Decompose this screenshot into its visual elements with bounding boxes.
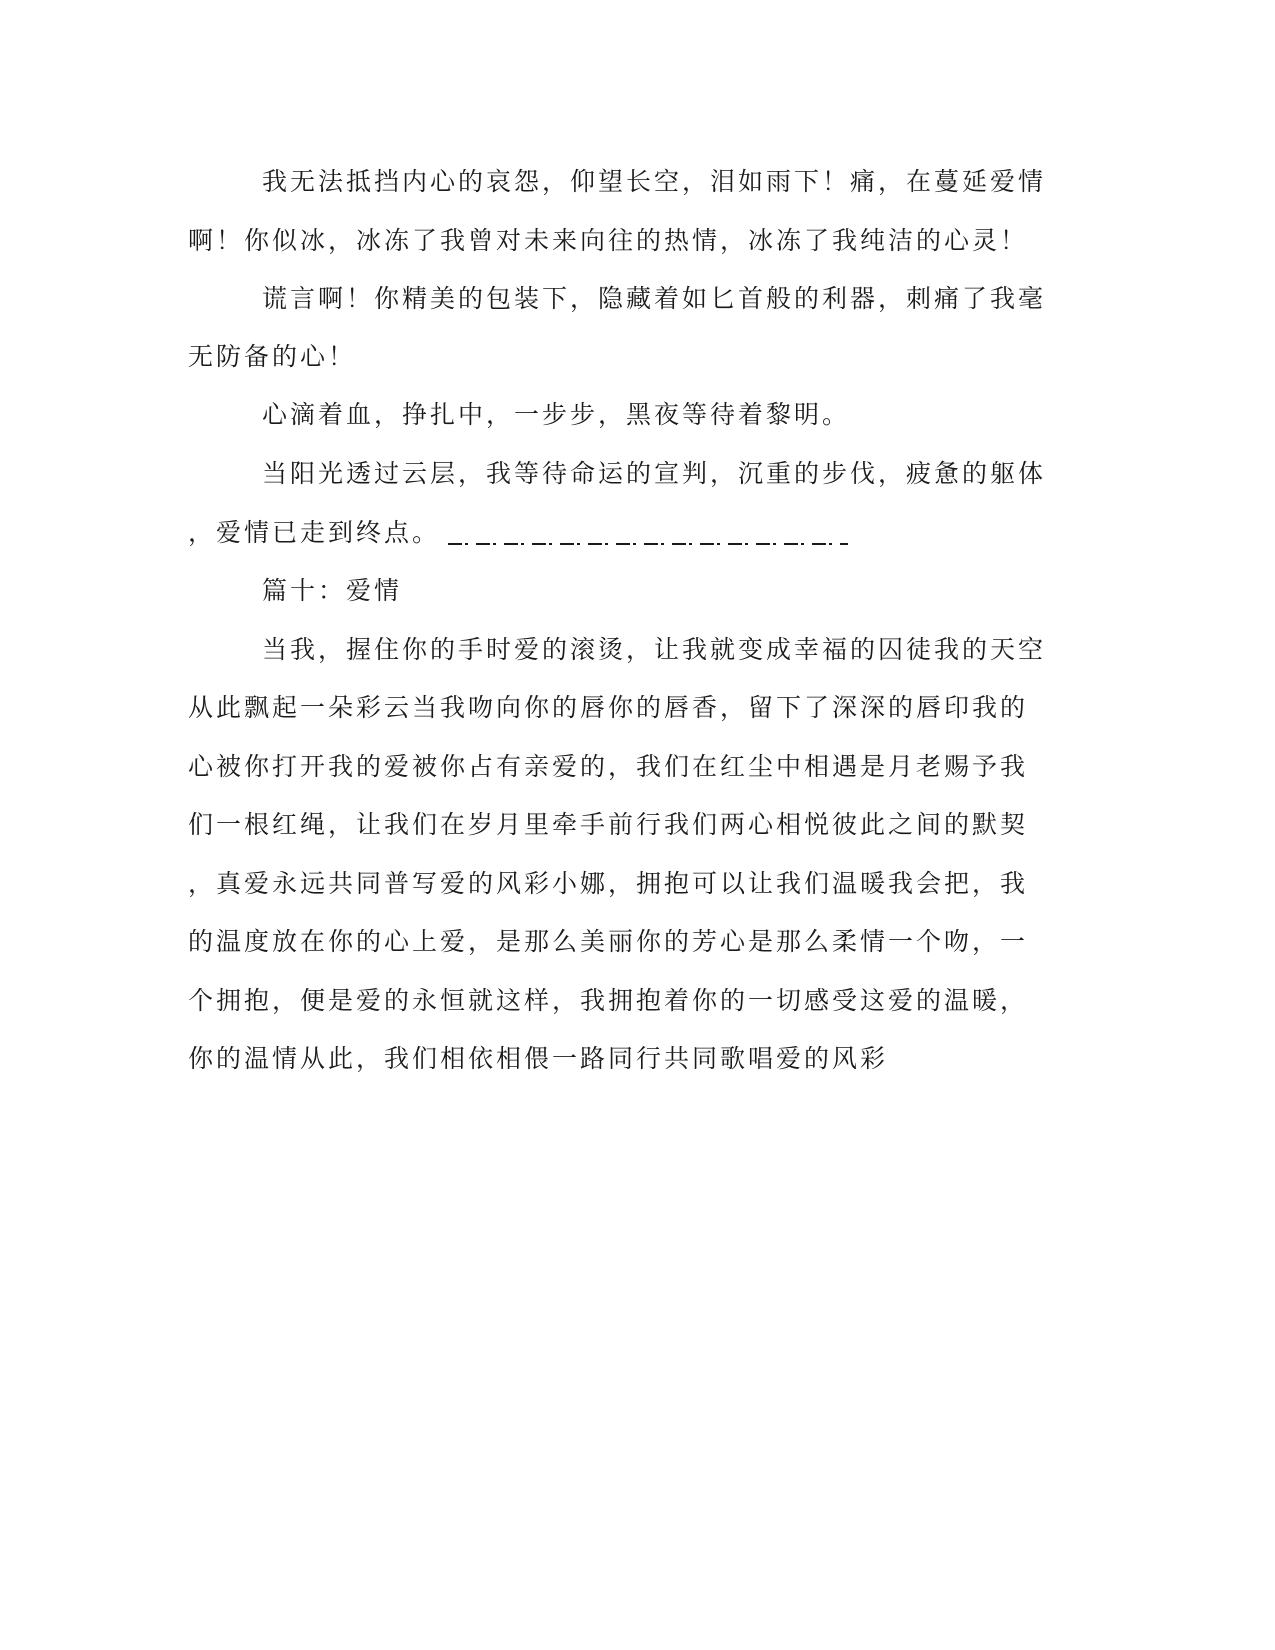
paragraph-6-line-1: 当我，握住你的手时爱的滚烫，让我就变成幸福的囚徒我的天空 <box>262 635 1047 664</box>
paragraph-6-line-6: 的温度放在你的心上爱，是那么美丽你的芳心是那么柔情一个吻，一 <box>188 927 1029 956</box>
paragraph-6-line-4: 们一根红绳，让我们在岁月里牵手前行我们两心相悦彼此之间的默契 <box>188 810 1029 839</box>
paragraph-6-line-7: 个拥抱，便是爱的永恒就这样，我拥抱着你的一切感受这爱的温暖， <box>188 986 1029 1015</box>
paragraph-6-line-3: 心被你打开我的爱被你占有亲爱的，我们在红尘中相遇是月老赐予我 <box>188 752 1029 781</box>
paragraph-6-line-8: 你的温情从此，我们相依相偎一路同行共同歌唱爱的风彩 <box>188 1044 889 1073</box>
paragraph-6-line-5: ，真爱永远共同普写爱的风彩小娜，拥抱可以让我们温暖我会把，我 <box>188 869 1029 898</box>
paragraph-4-line-1: 当阳光透过云层，我等待命运的宣判，沉重的步伐，疲惫的躯体 <box>262 459 1047 488</box>
underline-rule <box>448 537 848 545</box>
paragraph-1-line-1: 我无法抵挡内心的哀怨，仰望长空，泪如雨下！痛，在蔓延爱情 <box>262 167 1047 196</box>
paragraph-4-line-2-text: ，爱情已走到终点。 <box>188 518 441 547</box>
paragraph-6-line-2: 从此飘起一朵彩云当我吻向你的唇你的唇香，留下了深深的唇印我的 <box>188 693 1029 722</box>
paragraph-4-line-2 <box>188 517 848 549</box>
paragraph-3-line-1: 心滴着血，挣扎中，一步步，黑夜等待着黎明。 <box>262 400 851 429</box>
paragraph-1-line-2: 啊！你似冰，冰冻了我曾对未来向往的热情，冰冻了我纯洁的心灵！ <box>188 226 1029 255</box>
section-heading: 篇十：爱情 <box>262 576 403 605</box>
paragraph-2-line-2: 无防备的心！ <box>188 342 357 371</box>
paragraph-2-line-1: 谎言啊！你精美的包装下，隐藏着如匕首般的利器，刺痛了我毫 <box>262 284 1047 313</box>
